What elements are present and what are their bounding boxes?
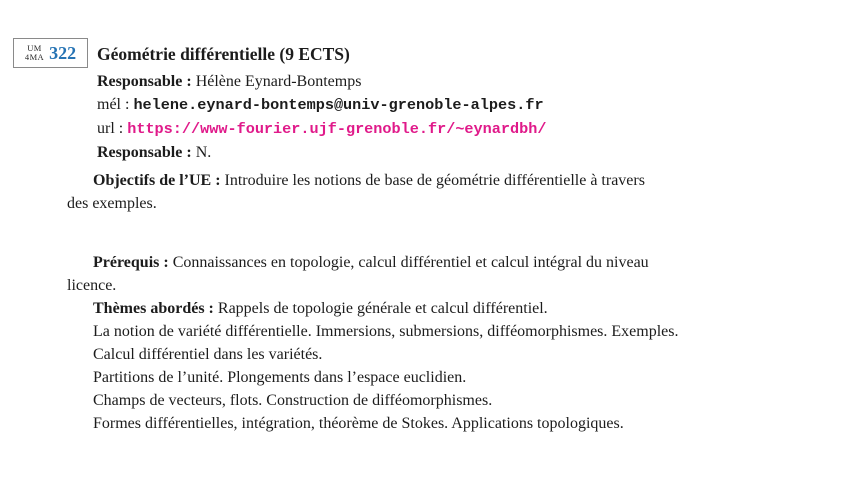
theme-item: Calcul différentiel dans les variétés.	[93, 346, 323, 363]
objectifs-continuation: des exemples.	[67, 195, 157, 212]
themes-first-line	[93, 297, 783, 320]
course-code-bottom: 4MA	[24, 52, 45, 62]
prerequis-continuation: licence.	[67, 277, 117, 294]
objectifs-label: Objectifs de l’UE :	[93, 172, 221, 189]
email-line	[97, 93, 783, 117]
theme-item: Champs de vecteurs, flots. Construction de difféomorphismes.	[93, 392, 493, 409]
theme-item: La notion de variété différentielle. Immersions, submersions, difféomorphismes. Exemples.	[93, 323, 679, 340]
themes-intro: Rappels de topologie générale et calcul différentiel.	[217, 300, 548, 317]
theme-item: Formes différentielles, intégration, théorème de Stokes. Applications topologiques.	[93, 415, 624, 432]
responsable2-name: N.	[195, 144, 212, 161]
email-value: helene.eynard-bontemps@univ-grenoble-alpes.fr	[133, 96, 544, 114]
theme-item: Partitions de l’unité. Plongements dans l’espace euclidien.	[93, 369, 467, 386]
url-line	[97, 117, 783, 141]
prerequis-text: Connaissances en topologie, calcul différentiel et calcul intégral du niveau	[172, 254, 649, 271]
responsable-line	[97, 70, 783, 93]
themes-label: Thèmes abordés :	[93, 300, 214, 317]
responsable-name: Hélène Eynard-Bontemps	[195, 73, 362, 90]
course-webpage-link[interactable]: https://www-fourier.ujf-grenoble.fr/~eynardbh/	[127, 120, 547, 138]
responsable2-label: Responsable :	[97, 144, 192, 161]
course-number: 322	[49, 42, 77, 63]
email-label: mél :	[97, 96, 130, 113]
course-details	[67, 70, 783, 435]
objectifs-first-line	[93, 169, 783, 192]
course-code-top: UM	[27, 43, 42, 53]
page-title: Géométrie différentielle (9 ECTS)	[97, 44, 350, 64]
themes-section	[67, 297, 783, 435]
contact-block	[97, 70, 783, 164]
course-code-prefix	[25, 44, 44, 62]
prerequis-section	[67, 251, 783, 297]
responsable-label: Responsable :	[97, 73, 192, 90]
prerequis-label: Prérequis :	[93, 254, 169, 271]
prerequis-first-line	[93, 251, 783, 274]
course-code-badge	[13, 38, 88, 68]
responsable2-line	[97, 141, 783, 164]
objectifs-section	[67, 169, 783, 215]
objectifs-text: Introduire les notions de base de géométrie différentielle à travers	[224, 172, 645, 189]
url-label: url :	[97, 120, 124, 137]
